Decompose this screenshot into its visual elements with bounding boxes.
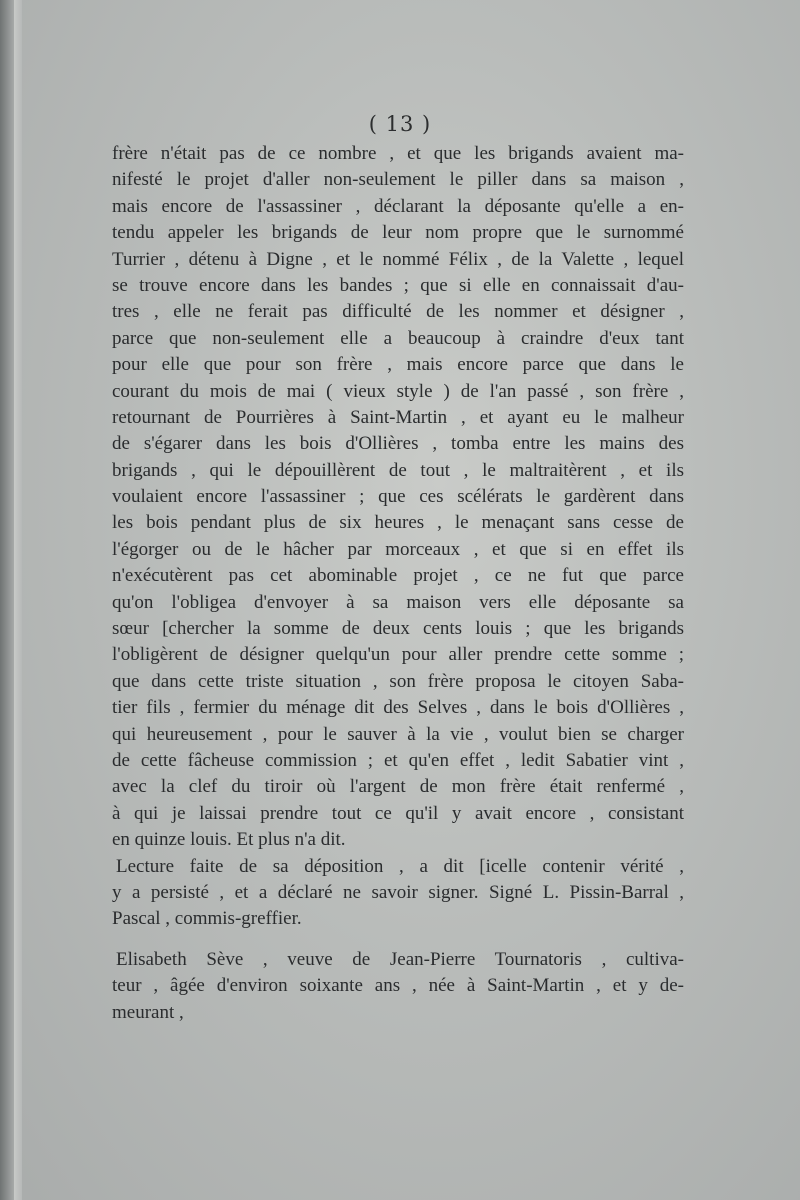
- text-line: tendu appeler les brigands de leur nom propre que le surnommé: [112, 222, 684, 244]
- page-body-text: [112, 141, 684, 1026]
- text-line: qu'on l'obligea d'envoyer à sa maison vers elle déposante sa: [112, 591, 684, 613]
- paragraph-gap: [112, 933, 684, 947]
- text-line: brigands , qui le dépouillèrent de tout , le maltraitèrent , et ils: [112, 459, 684, 481]
- text-line: parce que non-seulement elle a beaucoup à craindre d'eux tant: [112, 327, 684, 349]
- text-line: sœur [chercher la somme de deux cents louis ; que les brigands: [112, 618, 684, 640]
- text-line: voulaient encore l'assassiner ; que ces scélérats le gardèrent dans: [112, 486, 684, 508]
- text-line: en quinze louis. Et plus n'a dit.: [112, 829, 346, 851]
- text-line: courant du mois de mai ( vieux style ) de l'an passé , son frère ,: [112, 380, 684, 402]
- text-line: les bois pendant plus de six heures , le menaçant sans cesse de: [112, 512, 684, 534]
- paragraph-next-witness: [112, 947, 684, 1026]
- text-line: meurant ,: [112, 1001, 184, 1023]
- text-line: pour elle que pour son frère , mais encore parce que dans le: [112, 354, 684, 376]
- text-line: avec la clef du tiroir où l'argent de mon frère était renfermé ,: [112, 776, 684, 798]
- text-line: tres , elle ne ferait pas difficulté de les nommer et désigner ,: [112, 301, 684, 323]
- text-line: que dans cette triste situation , son frère proposa le citoyen Saba-: [112, 670, 684, 692]
- page-number: ( 13 ): [368, 112, 432, 136]
- text-line: frère n'était pas de ce nombre , et que les brigands avaient ma-: [112, 143, 684, 164]
- paragraph-reading: [112, 854, 684, 933]
- text-line: l'obligèrent de désigner quelqu'un pour aller prendre cette somme ;: [112, 644, 684, 666]
- text-line: retournant de Pourrières à Saint-Martin , et ayant eu le malheur: [112, 406, 684, 428]
- text-line: nifesté le projet d'aller non-seulement le piller dans sa maison ,: [112, 169, 684, 191]
- paragraph-deposition: [112, 141, 684, 854]
- book-gutter-shadow: [0, 0, 14, 1200]
- text-line: l'égorger ou de le hâcher par morceaux , et que si en effet ils: [112, 538, 684, 560]
- text-line: Lecture faite de sa déposition , a dit [icelle contenir vérité ,: [116, 855, 684, 877]
- text-line: y a persisté , et a déclaré ne savoir signer. Signé L. Pissin-Barral ,: [112, 881, 684, 903]
- text-line: Turrier , détenu à Digne , et le nommé Félix , de la Valette , lequel: [112, 248, 684, 270]
- text-line: n'exécutèrent pas cet abominable projet , ce ne fut que parce: [112, 565, 684, 587]
- text-line: mais encore de l'assassiner , déclarant la déposante qu'elle a en-: [112, 195, 684, 217]
- text-line: Elisabeth Sève , veuve de Jean-Pierre Tournatoris , cultiva-: [116, 948, 684, 970]
- text-line: de cette fâcheuse commission ; et qu'en effet , ledit Sabatier vint ,: [112, 749, 684, 771]
- text-line: qui heureusement , pour le sauver à la vie , voulut bien se charger: [112, 723, 684, 745]
- page-edge: [14, 0, 22, 1200]
- text-line: teur , âgée d'environ soixante ans , née à Saint-Martin , et y de-: [112, 975, 684, 997]
- text-line: de s'égarer dans les bois d'Ollières , tomba entre les mains des: [112, 433, 684, 455]
- text-line: tier fils , fermier du ménage dit des Selves , dans le bois d'Ollières ,: [112, 697, 684, 719]
- text-line: Pascal , commis-greffier.: [112, 908, 302, 930]
- text-line: à qui je laissai prendre tout ce qu'il y avait encore , consistant: [112, 802, 684, 824]
- text-line: se trouve encore dans les bandes ; que si elle en connaissait d'au-: [112, 274, 684, 296]
